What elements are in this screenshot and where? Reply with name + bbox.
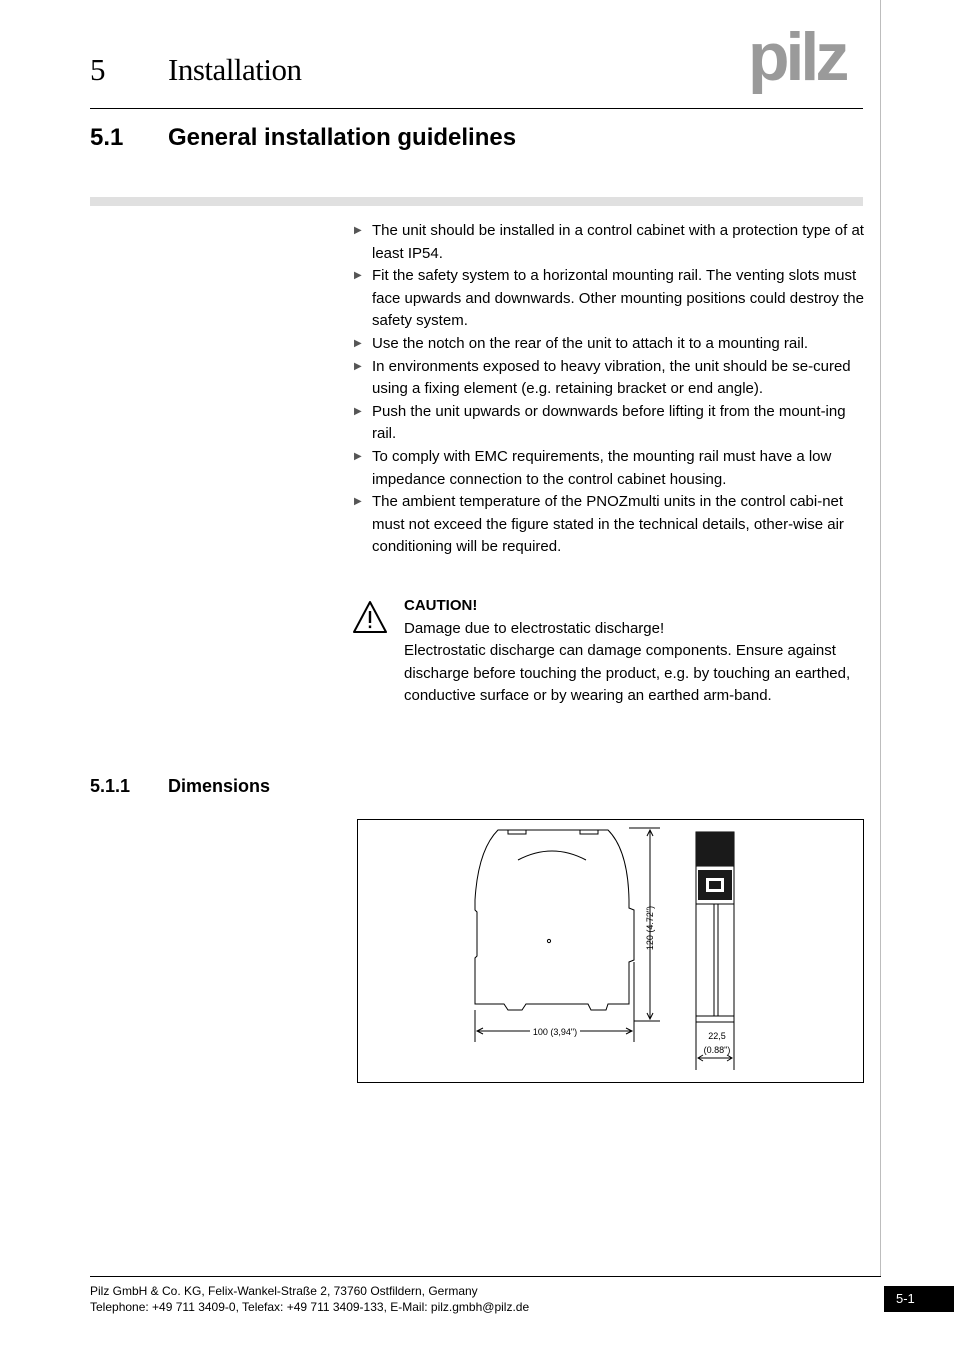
dimensions-figure: [357, 819, 864, 1083]
side-view-outline: [475, 830, 634, 1010]
page-number: 5-1: [884, 1286, 954, 1312]
chapter-title: Installation: [168, 52, 302, 87]
width-dimension-label-imperial: (0.88"): [703, 1045, 731, 1055]
footer-rule: [90, 1276, 881, 1277]
list-item: [354, 356, 866, 401]
list-item-text: To comply with EMC requirements, the mounting rail must have a low impedance connection to the control cabinet housing.: [372, 447, 832, 488]
pilz-logo-text: pilz: [748, 28, 846, 94]
subsection-heading: [90, 776, 270, 797]
header-rule: [90, 108, 863, 109]
chapter-number: 5: [90, 52, 105, 87]
chapter-heading: [90, 52, 301, 88]
subsection-number: 5.1.1: [90, 776, 131, 796]
guidelines-list: [354, 220, 866, 559]
caution-body: Electrostatic discharge can damage components. Ensure against discharge before touching the product, e.g. by touching an earthed, conductive surface or by wearing an earthed arm-band.: [404, 642, 851, 705]
section-number: 5.1: [90, 124, 124, 151]
bullet-arrow-icon: ▶: [354, 270, 362, 282]
width-dimension-label: 22,5: [708, 1031, 726, 1041]
bullet-arrow-icon: ▶: [354, 496, 362, 508]
caution-line: Damage due to electrostatic discharge!: [404, 619, 665, 637]
list-item-text: Use the notch on the rear of the unit to attach it to a mounting rail.: [372, 334, 809, 352]
list-item: [354, 401, 866, 446]
list-item: [354, 265, 866, 333]
right-margin-rule: [880, 0, 881, 1276]
section-divider-bar: [90, 197, 863, 206]
footer-contact: Telephone: +49 711 3409-0, Telefax: +49 711 3409-133, E-Mail: pilz.gmbh@pilz.de: [90, 1300, 530, 1314]
caution-title: CAUTION!: [404, 597, 478, 614]
bullet-arrow-icon: ▶: [354, 337, 362, 349]
bullet-arrow-icon: ▶: [354, 225, 362, 236]
footer: [90, 1283, 529, 1315]
list-item-text: The ambient temperature of the PNOZmulti units in the control cabi-net must not exceed the figure stated in the technical details, other-wise air conditioning will be required.: [372, 493, 844, 556]
depth-dimension-label: 100 (3,94"): [532, 1027, 578, 1037]
list-item-text: Push the unit upwards or downwards before lifting it from the mount-ing rail.: [372, 402, 846, 443]
section-heading: [90, 124, 516, 152]
height-dimension-label: 120 (4.72"): [645, 905, 655, 951]
bullet-arrow-icon: ▶: [354, 405, 362, 417]
list-item: [354, 491, 866, 559]
list-item: [354, 446, 866, 491]
list-item-text: Fit the safety system to a horizontal mounting rail. The venting slots must face upwards and downwards. Other mounting positions could destroy the safety system.: [372, 267, 864, 330]
bullet-arrow-icon: ▶: [354, 360, 362, 372]
pilz-logo: [748, 28, 866, 94]
list-item: [354, 220, 866, 265]
section-title: General installation guidelines: [168, 124, 517, 151]
warning-triangle-icon: [352, 600, 388, 634]
caution-notice: [404, 595, 866, 708]
list-item: [354, 333, 866, 356]
bullet-arrow-icon: ▶: [354, 450, 362, 462]
list-item-text: In environments exposed to heavy vibration, the unit should be se-cured using a fixing element (e.g. retaining bracket or end angle).: [372, 357, 851, 398]
dimensions-drawing: [358, 820, 863, 1082]
list-item-text: The unit should be installed in a control cabinet with a protection type of at least IP54.: [372, 222, 864, 262]
subsection-title: Dimensions: [168, 776, 271, 796]
footer-address: Pilz GmbH & Co. KG, Felix-Wankel-Straße 2, 73760 Ostfildern, Germany: [90, 1284, 478, 1298]
